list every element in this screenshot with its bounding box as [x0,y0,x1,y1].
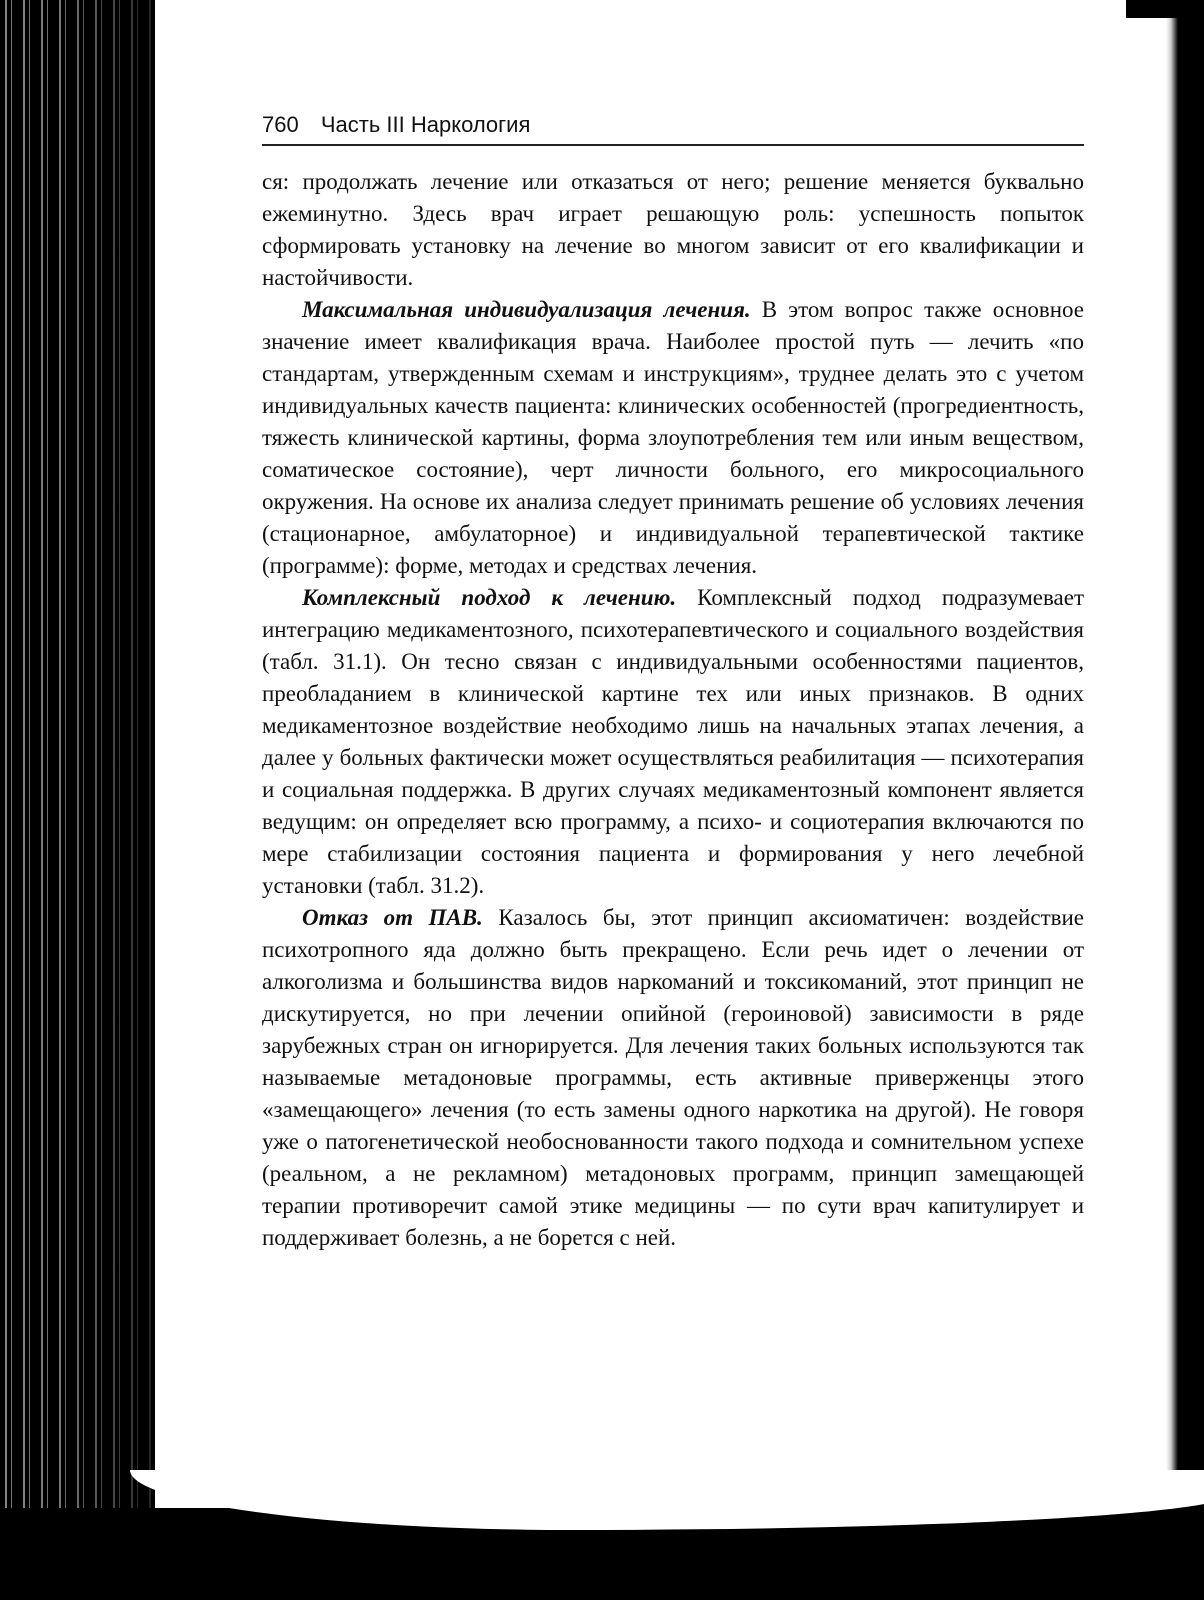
page-number: 760 [262,112,299,137]
paragraph-complex-approach [262,582,1084,902]
paragraph-heading: Максимальная индивидуализация лечения. [302,297,751,322]
paragraph-text: Комплексный подход подразумевает интеграцию медикаментозного, психотерапевтического и социального воздействия (табл. 31.1). Он тесно связан с индивидуальными особенностями пациентов, преобладанием в клинической картине тех или иных признаков. В одних медикаментозное воздействие необходимо лишь на начальных этапах лечения, а далее у больных фактически может осуществляться реабилитация — психотерапия и социальная поддержка. В других случаях медикаментозный компонент является ведущим: он определяет всю программу, а психо- и социотерапия включаются по мере стабилизации состояния пациента и формирования у него лечебной установки (табл. 31.2). [262,585,1084,898]
paragraph-text: Казалось бы, этот принцип аксиоматичен: воздействие психотропного яда должно быть прекращено. Если речь идет о лечении от алкоголизма и большинства видов наркоманий и токсикоманий, этот принцип не дискутируется, но при лечении опийной (героиновой) зависимости в ряде зарубежных стран он игнорируется. Для лечения таких больных используются так называемые метадоновые программы, есть активные приверженцы этого «замещающего» лечения (то есть замены одного наркотика на другой). Не говоря уже о патогенетической необоснованности такого подхода и сомнительном успехе (реальном, а не рекламном) метадоновых программ, принцип замещающей терапии противоречит самой этике медицины — по сути врач капитулирует и поддерживает болезнь, а не борется с ней. [262,905,1084,1250]
section-title: Часть III Наркология [320,112,531,137]
paragraph-continuation [262,166,1084,294]
book-corner [1126,0,1186,18]
running-header [262,108,1084,146]
paragraph-individualization [262,294,1084,582]
page-edges-shade [0,0,155,1600]
page-body [262,166,1084,1254]
paragraph-heading: Комплексный подход к лечению. [302,585,677,610]
book-page [262,108,1084,1408]
paragraph-pav-refusal [262,902,1084,1254]
paragraph-text: ся: продолжать лечение или отказаться от него; решение меняется буквально ежеминутно. Здесь врач играет решающую роль: успешность попыток сформировать установку на лечение во многом зависит от его квалификации и настойчивости. [262,169,1084,290]
paragraph-text: В этом вопрос также основное значение имеет квалификация врача. Наиболее простой путь — лечить «по стандартам, утвержденным схемам и инструкциям», труднее делать это с учетом индивидуальных качеств пациента: клинических особенностей (прогредиентность, тяжесть клинической картины, форма злоупотребления тем или иным веществом, соматическое состояние), черт личности больного, его микросоциального окружения. На основе их анализа следует принимать решение об условиях лечения (стационарное, амбулаторное) и индивидуальной терапевтической тактике (программе): форме, методах и средствах лечения. [262,297,1084,578]
paragraph-heading: Отказ от ПАВ. [302,905,483,930]
page-edge-right [1166,0,1178,1600]
